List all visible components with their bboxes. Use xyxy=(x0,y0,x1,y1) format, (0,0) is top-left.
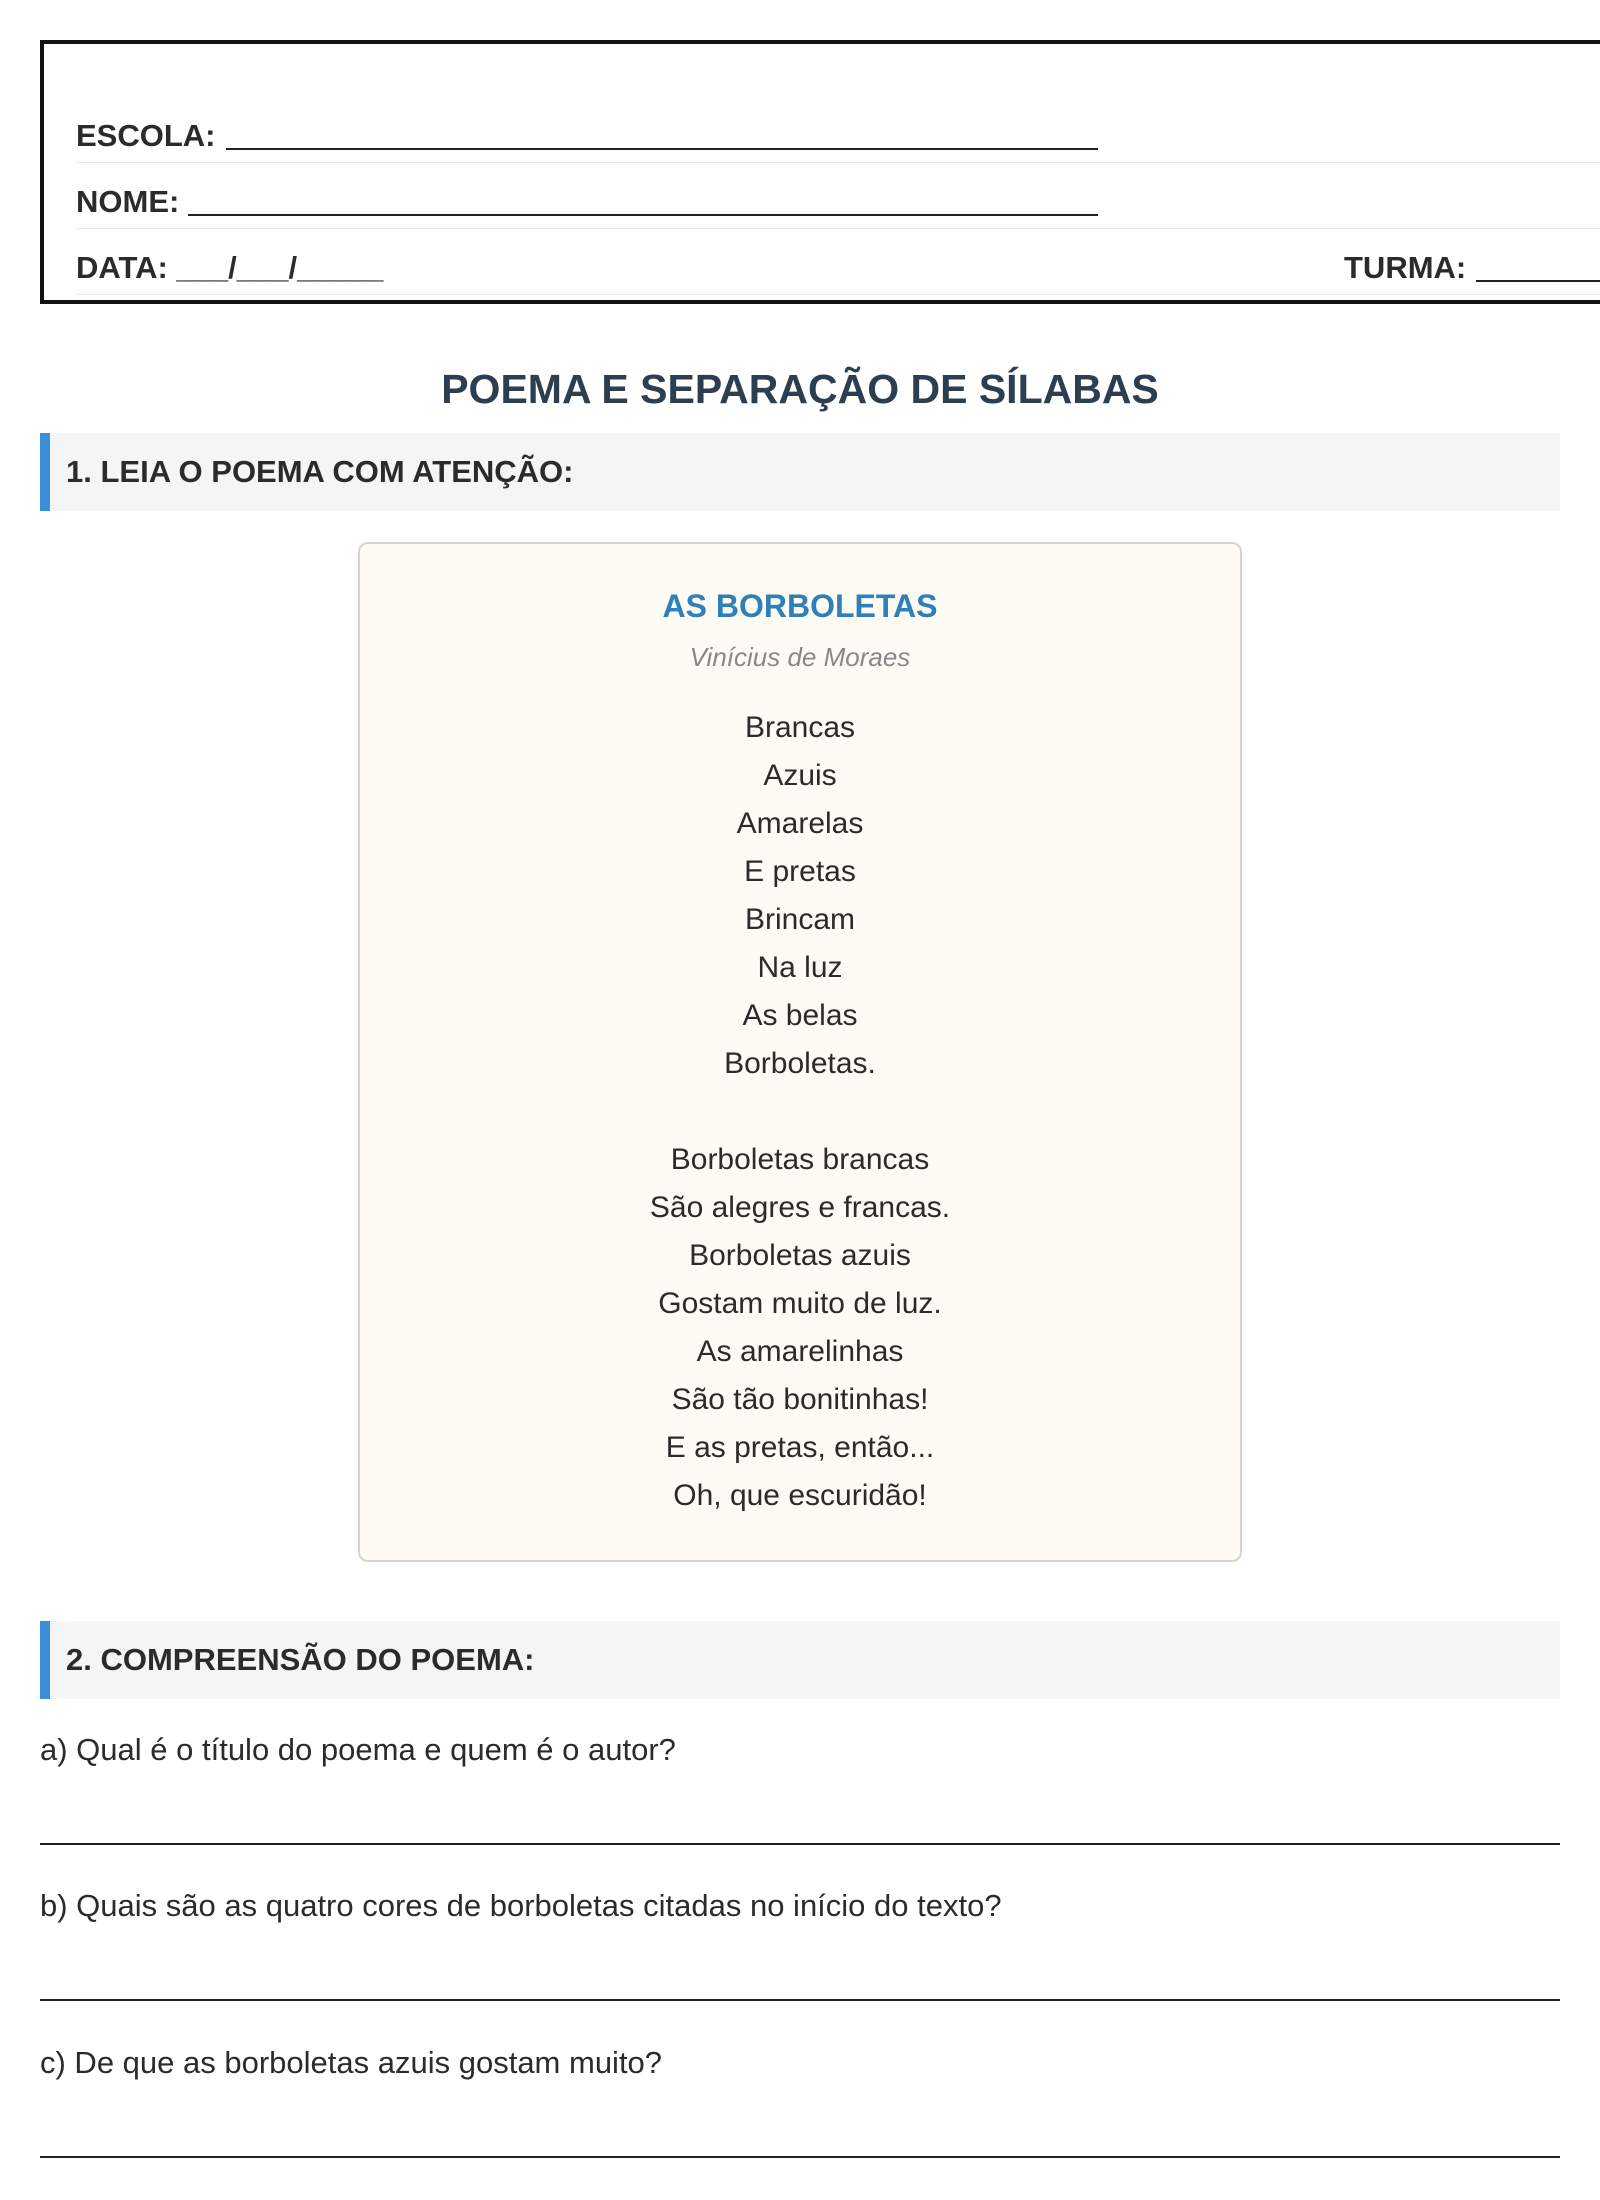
poem-line: Borboletas. xyxy=(724,1047,876,1080)
poem-line: As amarelinhas xyxy=(696,1335,904,1368)
poem-line: Azuis xyxy=(763,759,837,792)
poem-author: Vinícius de Moraes xyxy=(689,642,911,672)
data-label[interactable]: DATA: ___/___/_____ xyxy=(76,250,384,285)
poem-line: As belas xyxy=(742,999,858,1032)
poem-line: Borboletas brancas xyxy=(670,1143,930,1176)
poem-line: Amarelas xyxy=(736,807,864,840)
nome-row xyxy=(76,162,1600,229)
question-b: b) Quais são as quatro cores de borboletas citadas no início do texto? xyxy=(40,1888,1002,1923)
poem-line: E as pretas, então... xyxy=(665,1431,935,1464)
poem-line: Borboletas azuis xyxy=(689,1239,911,1272)
nome-field[interactable] xyxy=(188,214,1098,216)
escola-row xyxy=(76,96,1600,163)
escola-label: ESCOLA: xyxy=(76,118,216,153)
nome-label: NOME: xyxy=(76,184,180,219)
poem-line: E pretas xyxy=(744,855,856,888)
poem-line: Brancas xyxy=(744,711,856,744)
escola-field[interactable] xyxy=(226,148,1098,150)
poem-line: Oh, que escuridão! xyxy=(673,1479,927,1512)
question-a: a) Qual é o título do poema e quem é o autor? xyxy=(40,1732,676,1767)
poem-line: Brincam xyxy=(744,903,856,936)
turma-field[interactable] xyxy=(1476,280,1600,282)
page-title: POEMA E SEPARAÇÃO DE SÍLABAS xyxy=(441,366,1159,412)
poem-line: São alegres e francas. xyxy=(649,1191,951,1224)
header-box xyxy=(40,40,1600,304)
poem-line: Gostam muito de luz. xyxy=(658,1287,942,1320)
section-2-heading: 2. COMPREENSÃO DO POEMA: xyxy=(40,1621,1560,1699)
question-c: c) De que as borboletas azuis gostam muito? xyxy=(40,2045,663,2080)
poem-line: São tão bonitinhas! xyxy=(671,1383,929,1416)
turma-label: TURMA: xyxy=(1344,250,1467,285)
answer-line-a[interactable] xyxy=(40,1843,1560,1845)
poem-line: Na luz xyxy=(757,951,843,984)
poem-box xyxy=(358,542,1242,1562)
data-turma-row xyxy=(76,228,1600,295)
answer-line-c[interactable] xyxy=(40,2156,1560,2158)
poem-title: AS BORBOLETAS xyxy=(662,588,938,624)
answer-line-b[interactable] xyxy=(40,1999,1560,2001)
section-1-heading: 1. LEIA O POEMA COM ATENÇÃO: xyxy=(40,433,1560,511)
